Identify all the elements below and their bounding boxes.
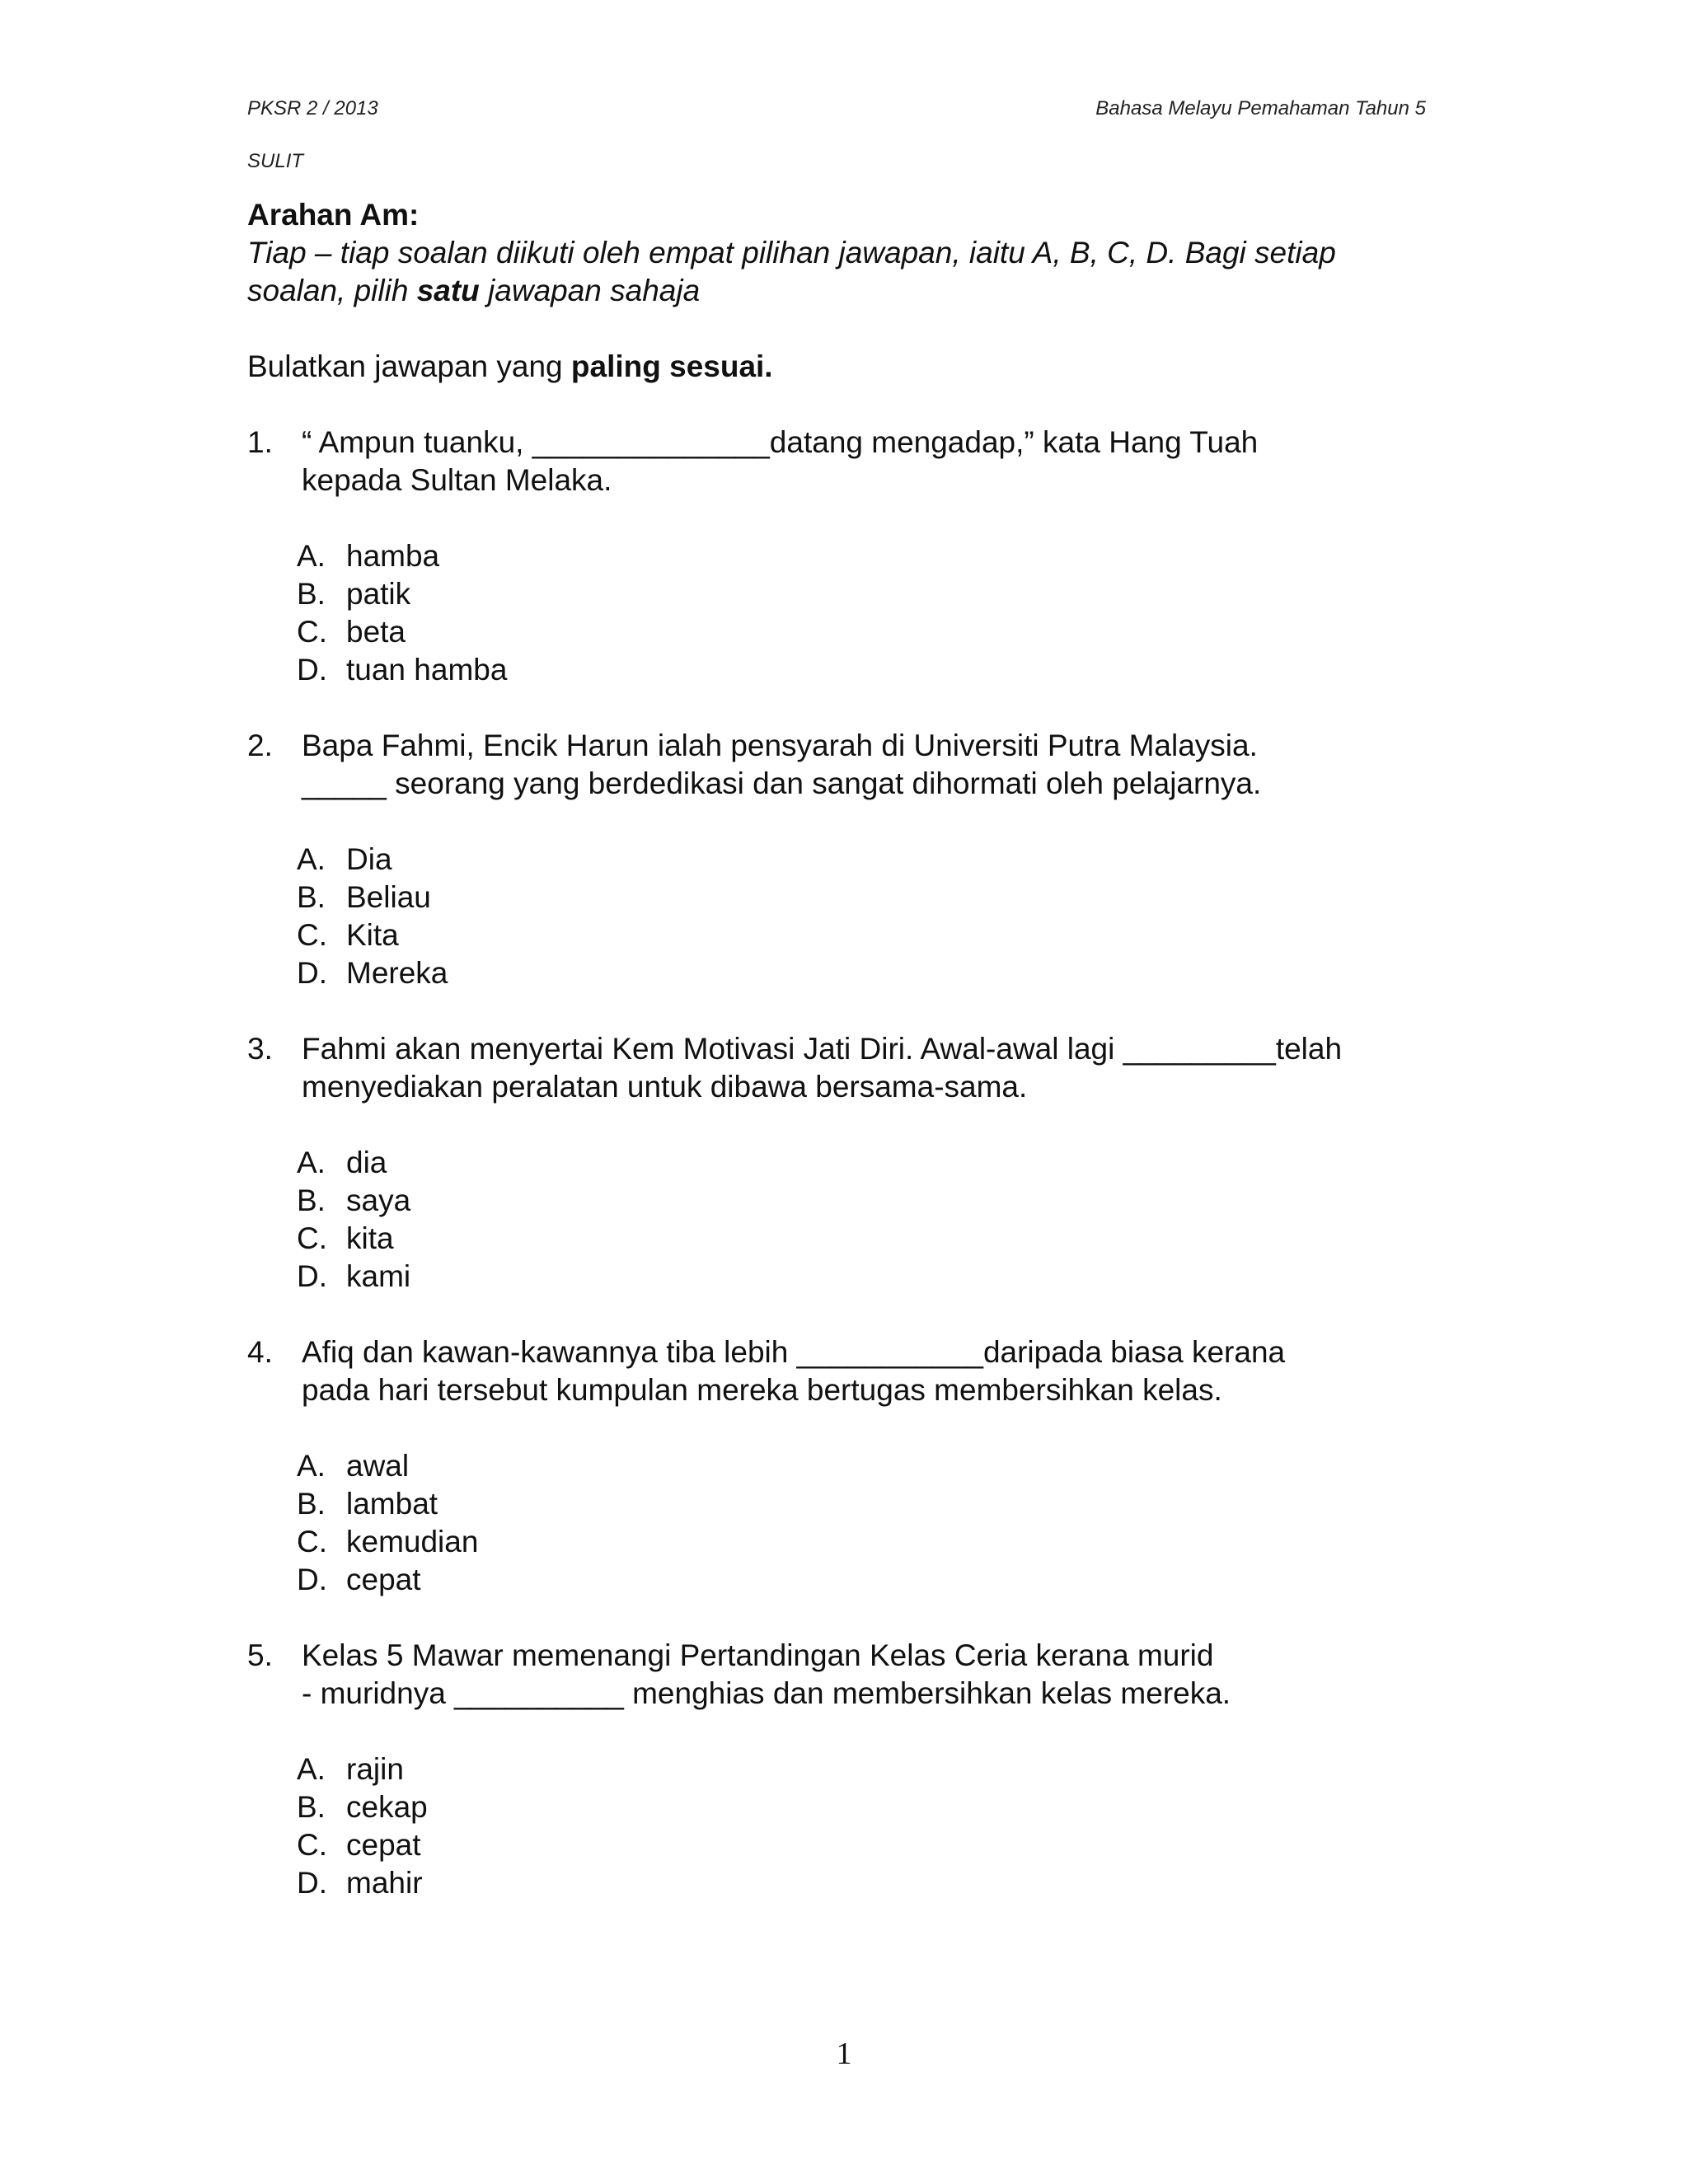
question-1 — [247, 424, 1434, 689]
option-letter: C. — [297, 1828, 327, 1862]
answer-option-c[interactable] — [297, 1826, 1434, 1864]
circle-instruction — [247, 348, 1434, 386]
question-text-line-2: pada hari tersebut kumpulan mereka bertugas membersihkan kelas. — [302, 1373, 1222, 1407]
question-number: 5. — [247, 1638, 273, 1672]
option-letter: A. — [297, 539, 326, 573]
question-stem — [247, 1030, 1434, 1106]
option-text: mahir — [346, 1866, 423, 1900]
answer-options — [297, 1144, 1434, 1296]
question-text-line-2: - muridnya __________ menghias dan membersihkan kelas mereka. — [302, 1676, 1231, 1710]
classification-label: SULIT — [247, 150, 304, 172]
option-letter: D. — [297, 653, 327, 687]
answer-option-a[interactable] — [297, 841, 1434, 879]
question-text-line-1: Kelas 5 Mawar memenangi Pertandingan Kelas Ceria kerana murid — [302, 1638, 1214, 1672]
answer-option-c[interactable] — [297, 916, 1434, 954]
option-letter: A. — [297, 1146, 326, 1179]
option-letter: C. — [297, 1525, 327, 1558]
question-text-line-1: Afiq dan kawan-kawannya tiba lebih ___________daripada biasa kerana — [302, 1335, 1286, 1369]
option-letter: D. — [297, 1259, 327, 1293]
circle-instruction-text: Bulatkan jawapan yang — [247, 349, 571, 383]
option-text: rajin — [346, 1752, 404, 1786]
option-letter: A. — [297, 1752, 326, 1786]
question-5 — [247, 1637, 1434, 1902]
question-list — [247, 424, 1434, 1902]
question-text — [302, 1030, 1434, 1106]
question-stem — [247, 1333, 1434, 1409]
option-text: Beliau — [346, 880, 431, 914]
question-text-line-2: menyediakan peralatan untuk dibawa bersama-sama. — [302, 1070, 1028, 1104]
answer-option-a[interactable] — [297, 1144, 1434, 1182]
answer-option-d[interactable] — [297, 651, 1434, 689]
option-letter: C. — [297, 1221, 327, 1255]
question-text-line-2: _____ seorang yang berdedikasi dan sangat dihormati oleh pelajarnya. — [302, 766, 1262, 800]
header-subject: Bahasa Melayu Pemahaman Tahun 5 — [1095, 97, 1426, 120]
answer-option-d[interactable] — [297, 954, 1434, 992]
question-2 — [247, 727, 1434, 992]
question-number: 2. — [247, 729, 273, 762]
answer-options — [297, 537, 1434, 689]
instructions-line-2-bold: satu — [416, 274, 480, 307]
question-text — [302, 424, 1434, 499]
answer-option-a[interactable] — [297, 1447, 1434, 1485]
option-text: cepat — [346, 1563, 421, 1596]
option-text: awal — [346, 1449, 410, 1483]
question-text-line-1: “ Ampun tuanku, ______________datang mengadap,” kata Hang Tuah — [302, 425, 1259, 459]
question-stem — [247, 424, 1434, 499]
question-number: 3. — [247, 1032, 273, 1066]
question-text — [302, 727, 1434, 803]
page-number: 1 — [836, 2036, 852, 2071]
option-text: cepat — [346, 1828, 421, 1862]
answer-option-b[interactable] — [297, 1182, 1434, 1220]
answer-options — [297, 1750, 1434, 1902]
answer-option-c[interactable] — [297, 613, 1434, 651]
question-stem — [247, 1637, 1434, 1713]
question-text-line-1: Fahmi akan menyertai Kem Motivasi Jati Diri. Awal-awal lagi _________telah — [302, 1032, 1343, 1066]
answer-option-d[interactable] — [297, 1258, 1434, 1296]
question-3 — [247, 1030, 1434, 1296]
option-letter: A. — [297, 1449, 326, 1483]
option-text: Dia — [346, 842, 392, 876]
answer-option-c[interactable] — [297, 1523, 1434, 1561]
option-text: kita — [346, 1221, 394, 1255]
instructions-line-2 — [247, 272, 1434, 310]
option-letter: A. — [297, 842, 326, 876]
option-text: tuan hamba — [346, 653, 508, 687]
instructions-text — [247, 234, 1434, 310]
option-text: kami — [346, 1259, 411, 1293]
option-letter: B. — [297, 880, 326, 914]
option-text: cekap — [346, 1790, 428, 1824]
instructions-line-1: Tiap – tiap soalan diikuti oleh empat pilihan jawapan, iaitu A, B, C, D. Bagi setiap — [247, 236, 1336, 269]
option-text: patik — [346, 577, 411, 611]
instructions-line-2-start: soalan, pilih — [247, 274, 417, 307]
answer-options — [297, 841, 1434, 992]
question-text-line-2: kepada Sultan Melaka. — [302, 463, 612, 497]
question-text — [302, 1333, 1434, 1409]
option-letter: B. — [297, 1183, 326, 1217]
question-number: 1. — [247, 425, 273, 459]
header-code: PKSR 2 / 2013 — [247, 97, 378, 120]
instructions-title: Arahan Am: — [247, 198, 420, 232]
option-text: dia — [346, 1146, 387, 1179]
circle-instruction-bold: paling sesuai. — [570, 349, 773, 383]
answer-option-d[interactable] — [297, 1864, 1434, 1902]
option-text: lambat — [346, 1487, 438, 1521]
option-letter: D. — [297, 1866, 327, 1900]
option-text: Mereka — [346, 956, 448, 990]
answer-option-b[interactable] — [297, 575, 1434, 613]
answer-option-a[interactable] — [297, 537, 1434, 575]
option-letter: C. — [297, 918, 327, 952]
option-letter: C. — [297, 615, 327, 649]
answer-option-b[interactable] — [297, 879, 1434, 916]
option-letter: D. — [297, 956, 327, 990]
answer-option-c[interactable] — [297, 1220, 1434, 1258]
question-text — [302, 1637, 1434, 1713]
answer-option-d[interactable] — [297, 1561, 1434, 1599]
option-letter: B. — [297, 1487, 326, 1521]
answer-option-b[interactable] — [297, 1788, 1434, 1826]
option-letter: D. — [297, 1563, 327, 1596]
question-text-line-1: Bapa Fahmi, Encik Harun ialah pensyarah di Universiti Putra Malaysia. — [302, 729, 1258, 762]
option-letter: B. — [297, 577, 326, 611]
option-letter: B. — [297, 1790, 326, 1824]
option-text: beta — [346, 615, 406, 649]
answer-option-b[interactable] — [297, 1485, 1434, 1523]
answer-option-a[interactable] — [297, 1750, 1434, 1788]
question-stem — [247, 727, 1434, 803]
answer-options — [297, 1447, 1434, 1599]
option-text: kemudian — [346, 1525, 479, 1558]
question-4 — [247, 1333, 1434, 1599]
question-number: 4. — [247, 1335, 273, 1369]
exam-content — [247, 196, 1434, 1902]
instructions-line-2-end: jawapan sahaja — [479, 274, 701, 307]
option-text: Kita — [346, 918, 399, 952]
option-text: saya — [346, 1183, 411, 1217]
option-text: hamba — [346, 539, 440, 573]
